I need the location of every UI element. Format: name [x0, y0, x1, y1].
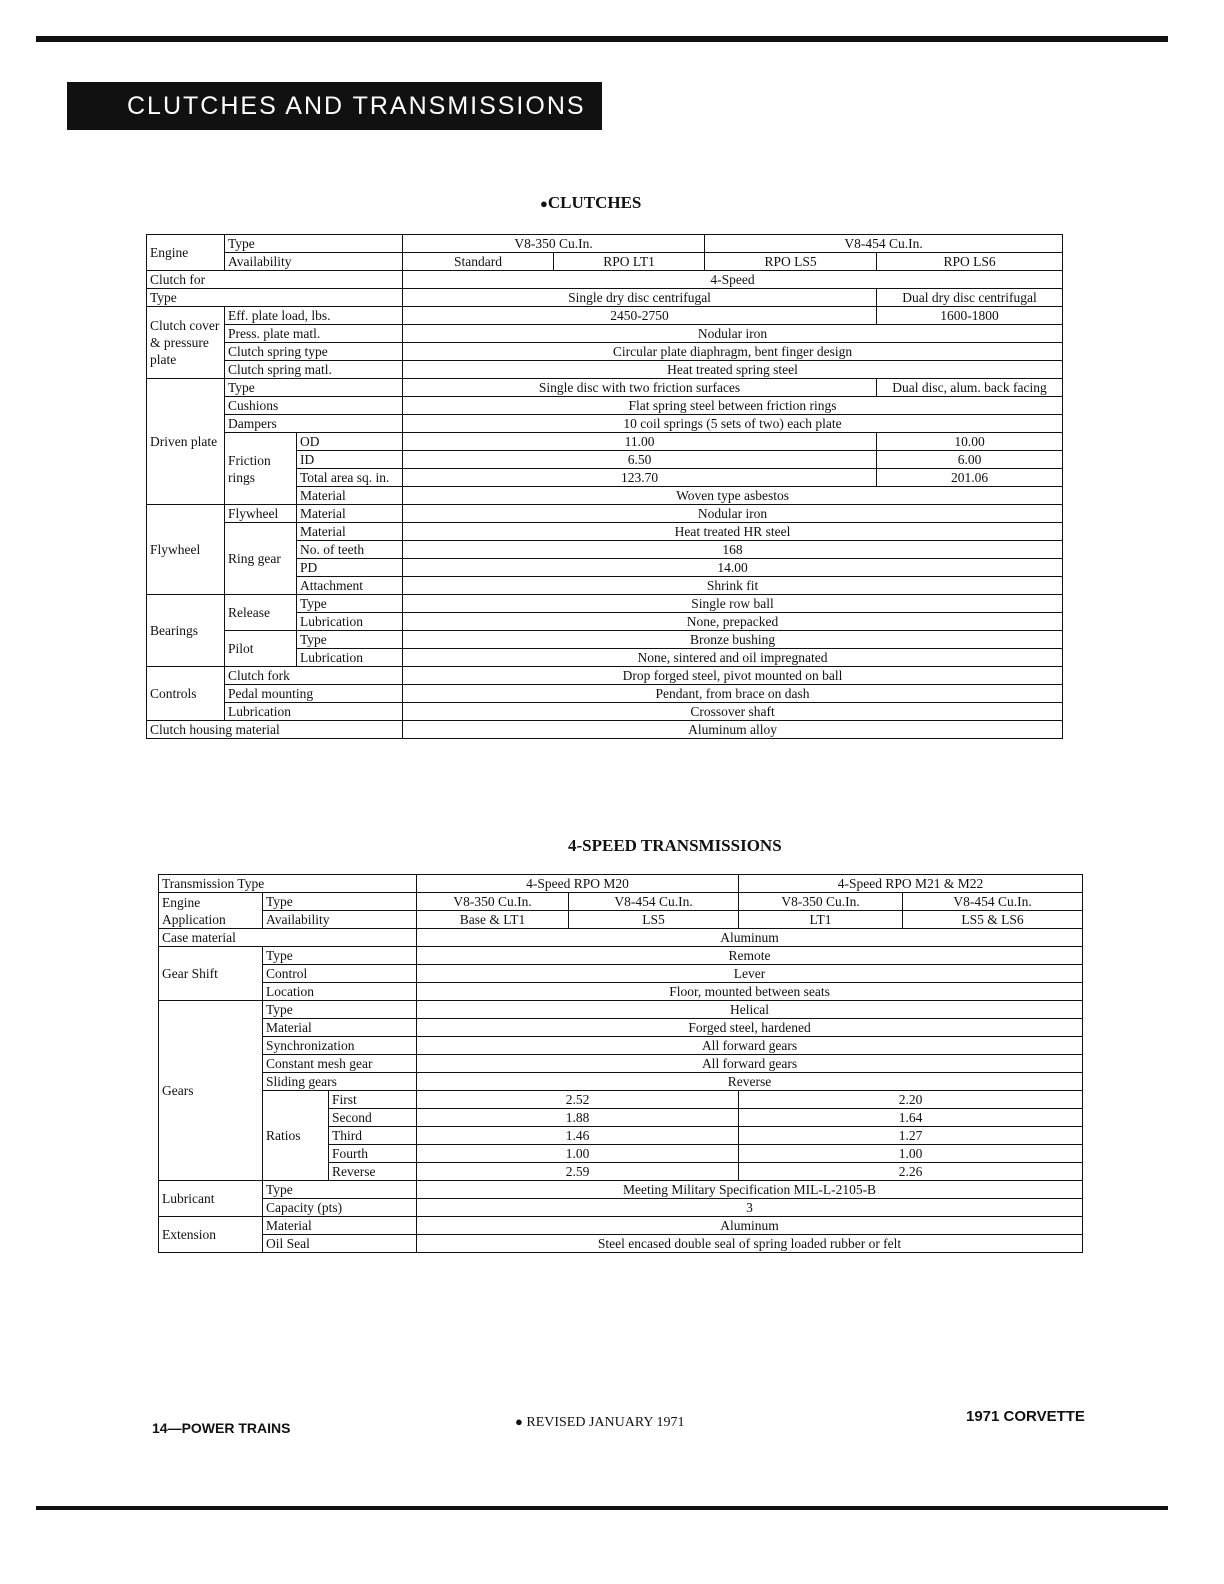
table-row: [147, 379, 1063, 397]
table-row: [159, 1217, 1083, 1235]
row-label: Reverse: [329, 1163, 417, 1181]
row-label: No. of teeth: [297, 541, 403, 559]
table-row: [159, 1055, 1083, 1073]
table-row: [159, 1199, 1083, 1217]
group-label: Gears: [159, 1001, 263, 1181]
table-row: [147, 271, 1063, 289]
page-banner: CLUTCHES AND TRANSMISSIONS: [67, 82, 602, 130]
table-row: [147, 343, 1063, 361]
row-label: Type: [225, 379, 403, 397]
row-label: Lubrication: [225, 703, 403, 721]
col-v8-350: V8-350 Cu.In.: [403, 235, 705, 253]
table-row: [147, 235, 1063, 253]
table-row: [159, 1037, 1083, 1055]
row-value: 11.00: [403, 433, 877, 451]
table-row: [159, 875, 1083, 893]
row-label: Clutch housing material: [147, 721, 403, 739]
row-value: Forged steel, hardened: [417, 1019, 1083, 1037]
row-value: Pendant, from brace on dash: [403, 685, 1063, 703]
group-label: Driven plate: [147, 379, 225, 505]
table-row: [147, 361, 1063, 379]
group-label: Bearings: [147, 595, 225, 667]
ratio-m21: 2.20: [739, 1091, 1083, 1109]
table-row: [147, 595, 1063, 613]
sub-label: Pilot: [225, 631, 297, 667]
table-row: [159, 1073, 1083, 1091]
sub-label: Friction rings: [225, 433, 297, 505]
clutches-title: ●CLUTCHES: [540, 193, 642, 212]
m21-v8-454: V8-454 Cu.In.: [903, 893, 1083, 911]
row-value: Meeting Military Specification MIL-L-2105-B: [417, 1181, 1083, 1199]
row-label: Attachment: [297, 577, 403, 595]
row-value-ls6: 1600-1800: [877, 307, 1063, 325]
row-label: Control: [263, 965, 417, 983]
table-row: [159, 929, 1083, 947]
row-label: Type: [297, 631, 403, 649]
avail-rpo-ls6: RPO LS6: [877, 253, 1063, 271]
row-value: 14.00: [403, 559, 1063, 577]
m21-v8-350: V8-350 Cu.In.: [739, 893, 903, 911]
row-value: Flat spring steel between friction rings: [403, 397, 1063, 415]
row-label: First: [329, 1091, 417, 1109]
table-row: [159, 1091, 1083, 1109]
avail-lt1: LT1: [739, 911, 903, 929]
row-value: Floor, mounted between seats: [417, 983, 1083, 1001]
row-value: 123.70: [403, 469, 877, 487]
row-value: 4-Speed: [403, 271, 1063, 289]
avail-base-lt1: Base & LT1: [417, 911, 569, 929]
row-label: PD: [297, 559, 403, 577]
row-label: Capacity (pts): [263, 1199, 417, 1217]
row-label: Material: [297, 505, 403, 523]
table-row: [159, 1181, 1083, 1199]
group-label: Lubricant: [159, 1181, 263, 1217]
table-row: [147, 721, 1063, 739]
col-m20: 4-Speed RPO M20: [417, 875, 739, 893]
avail-ls5-ls6: LS5 & LS6: [903, 911, 1083, 929]
row-value: None, prepacked: [403, 613, 1063, 631]
footer-left: 14—POWER TRAINS: [152, 1420, 291, 1436]
row-value: Reverse: [417, 1073, 1083, 1091]
row-value: Bronze bushing: [403, 631, 1063, 649]
row-label: Press. plate matl.: [225, 325, 403, 343]
group-label: Flywheel: [147, 505, 225, 595]
ratio-m21: 1.00: [739, 1145, 1083, 1163]
row-value: 3: [417, 1199, 1083, 1217]
row-label: Availability: [225, 253, 403, 271]
row-value: Nodular iron: [403, 505, 1063, 523]
table-row: [147, 289, 1063, 307]
row-label: Sliding gears: [263, 1073, 417, 1091]
row-label: Material: [297, 523, 403, 541]
bullet-icon: ●: [515, 1414, 523, 1429]
row-label: Lubrication: [297, 649, 403, 667]
row-value: 6.50: [403, 451, 877, 469]
row-value: Circular plate diaphragm, bent finger design: [403, 343, 1063, 361]
row-value: All forward gears: [417, 1037, 1083, 1055]
row-label: ID: [297, 451, 403, 469]
avail-rpo-ls5: RPO LS5: [705, 253, 877, 271]
footer-right: 1971 CORVETTE: [966, 1408, 1085, 1425]
ratio-m21: 1.64: [739, 1109, 1083, 1127]
row-value: Drop forged steel, pivot mounted on ball: [403, 667, 1063, 685]
row-label: Third: [329, 1127, 417, 1145]
row-value-ls6: Dual disc, alum. back facing: [877, 379, 1063, 397]
transmissions-table: [158, 874, 1083, 1253]
row-label: Cushions: [225, 397, 403, 415]
row-label: Availability: [263, 911, 417, 929]
row-label: Clutch for: [147, 271, 403, 289]
row-value: Lever: [417, 965, 1083, 983]
table-row: [147, 631, 1063, 649]
table-row: [159, 1019, 1083, 1037]
sub-label: Ratios: [263, 1091, 329, 1181]
row-label: Clutch fork: [225, 667, 403, 685]
transmissions-title: 4-SPEED TRANSMISSIONS: [568, 836, 782, 855]
row-label: Lubrication: [297, 613, 403, 631]
table-row: [159, 947, 1083, 965]
row-label: Constant mesh gear: [263, 1055, 417, 1073]
footer-center: ● REVISED JANUARY 1971: [515, 1414, 685, 1430]
row-value: Aluminum: [417, 1217, 1083, 1235]
avail-ls5: LS5: [569, 911, 739, 929]
row-label: Fourth: [329, 1145, 417, 1163]
sub-label: Release: [225, 595, 297, 631]
row-value: Single row ball: [403, 595, 1063, 613]
row-label: Type: [263, 1001, 417, 1019]
top-rule: [36, 36, 1168, 42]
row-value-ls6: 10.00: [877, 433, 1063, 451]
row-label: Clutch spring type: [225, 343, 403, 361]
avail-standard: Standard: [403, 253, 554, 271]
row-label: Synchronization: [263, 1037, 417, 1055]
row-value: Heat treated spring steel: [403, 361, 1063, 379]
ratio-m20: 1.88: [417, 1109, 739, 1127]
row-value: 168: [403, 541, 1063, 559]
row-value: 2450-2750: [403, 307, 877, 325]
table-row: [159, 1235, 1083, 1253]
table-row: [147, 325, 1063, 343]
table-row: [147, 685, 1063, 703]
row-label: Type: [147, 289, 403, 307]
row-value: Helical: [417, 1001, 1083, 1019]
row-label: Case material: [159, 929, 417, 947]
table-row: [147, 397, 1063, 415]
row-label: Location: [263, 983, 417, 1001]
m20-v8-454: V8-454 Cu.In.: [569, 893, 739, 911]
group-label: Engine Application: [159, 893, 263, 929]
ratio-m20: 2.59: [417, 1163, 739, 1181]
row-value: Crossover shaft: [403, 703, 1063, 721]
row-value: Remote: [417, 947, 1083, 965]
table-row: [147, 505, 1063, 523]
row-label: Type: [263, 947, 417, 965]
table-row: [147, 523, 1063, 541]
bullet-icon: ●: [540, 196, 548, 211]
row-label: Dampers: [225, 415, 403, 433]
table-row: [147, 433, 1063, 451]
table-row: [147, 667, 1063, 685]
col-v8-454: V8-454 Cu.In.: [705, 235, 1063, 253]
row-label: Type: [263, 893, 417, 911]
row-value: Steel encased double seal of spring loaded rubber or felt: [417, 1235, 1083, 1253]
row-value: Heat treated HR steel: [403, 523, 1063, 541]
group-label: Clutch cover & pressure plate: [147, 307, 225, 379]
sub-label: Flywheel: [225, 505, 297, 523]
table-row: [159, 965, 1083, 983]
row-label: Clutch spring matl.: [225, 361, 403, 379]
row-label: Transmission Type: [159, 875, 417, 893]
row-label: Second: [329, 1109, 417, 1127]
group-label: Controls: [147, 667, 225, 721]
group-label: Extension: [159, 1217, 263, 1253]
row-value: None, sintered and oil impregnated: [403, 649, 1063, 667]
row-value-ls6: 201.06: [877, 469, 1063, 487]
row-value: Nodular iron: [403, 325, 1063, 343]
row-value-ls6: 6.00: [877, 451, 1063, 469]
row-value: Aluminum: [417, 929, 1083, 947]
row-value: Shrink fit: [403, 577, 1063, 595]
ratio-m21: 2.26: [739, 1163, 1083, 1181]
row-value: 10 coil springs (5 sets of two) each plate: [403, 415, 1063, 433]
row-label: Oil Seal: [263, 1235, 417, 1253]
col-m21-m22: 4-Speed RPO M21 & M22: [739, 875, 1083, 893]
table-row: [159, 911, 1083, 929]
ratio-m21: 1.27: [739, 1127, 1083, 1145]
clutches-table: [146, 234, 1063, 739]
row-label: OD: [297, 433, 403, 451]
engine-label: Engine: [147, 235, 225, 271]
table-row: [147, 307, 1063, 325]
row-label: Type: [225, 235, 403, 253]
table-row: [159, 983, 1083, 1001]
table-row: [147, 253, 1063, 271]
ratio-m20: 2.52: [417, 1091, 739, 1109]
row-value: Single disc with two friction surfaces: [403, 379, 877, 397]
ratio-m20: 1.46: [417, 1127, 739, 1145]
table-row: [147, 415, 1063, 433]
row-label: Eff. plate load, lbs.: [225, 307, 403, 325]
table-row: [159, 1001, 1083, 1019]
row-label: Type: [263, 1181, 417, 1199]
row-label: Pedal mounting: [225, 685, 403, 703]
row-value-ls6: Dual dry disc centrifugal: [877, 289, 1063, 307]
row-label: Material: [297, 487, 403, 505]
row-value: Woven type asbestos: [403, 487, 1063, 505]
sub-label: Ring gear: [225, 523, 297, 595]
avail-rpo-lt1: RPO LT1: [554, 253, 705, 271]
row-value: Single dry disc centrifugal: [403, 289, 877, 307]
row-label: Total area sq. in.: [297, 469, 403, 487]
group-label: Gear Shift: [159, 947, 263, 1001]
m20-v8-350: V8-350 Cu.In.: [417, 893, 569, 911]
ratio-m20: 1.00: [417, 1145, 739, 1163]
row-label: Material: [263, 1217, 417, 1235]
bottom-rule: [36, 1506, 1168, 1510]
row-label: Type: [297, 595, 403, 613]
table-row: [159, 893, 1083, 911]
table-row: [147, 703, 1063, 721]
row-label: Material: [263, 1019, 417, 1037]
row-value: All forward gears: [417, 1055, 1083, 1073]
row-value: Aluminum alloy: [403, 721, 1063, 739]
